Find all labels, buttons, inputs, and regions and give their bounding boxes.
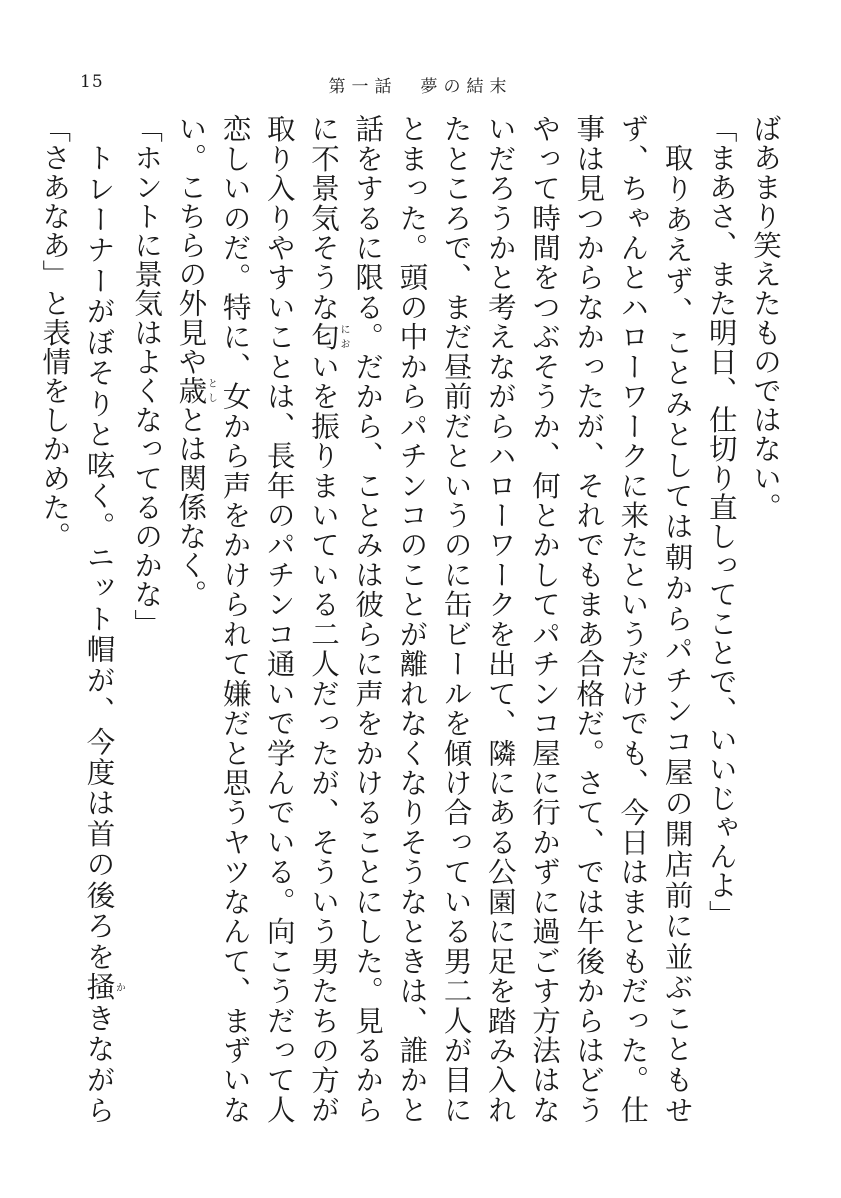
ruby-annotation: 歳とし: [174, 375, 217, 406]
page-number: 15: [80, 72, 104, 92]
ruby-annotation: 匂にお: [306, 322, 349, 352]
paragraph-narration: [32, 114, 124, 1124]
body-text: [38, 114, 787, 1125]
paragraph-continuation: ばあまり笑えたものではない。: [749, 114, 782, 522]
paragraph-narration: [168, 114, 698, 1124]
narration-text: いを振りまいている二人だったが、そういう男たちの方が取り入りやすいことは、長年のパチンコ通いで学んでいる。向こうだって人恋しいのだ。特に、女から声をかけられて嫌だと思うヤツなんて、まずいない。こちらの外見や: [174, 114, 340, 1125]
ruby-annotation: 掻か: [82, 972, 125, 1003]
running-head: 第一話 夢の結末: [328, 77, 513, 97]
narration-text: きながら「さあなあ」と表情をしかめた。: [38, 114, 116, 1125]
narration-text: トレーナーがぼそりと呟く。ニット帽が、今度は首の後ろを: [82, 142, 116, 972]
dialogue-line: 「まあさ、また明日、仕切り直しってことで、いいじゃんよ」: [704, 114, 738, 929]
narration-text: とは関係なく。: [174, 405, 208, 609]
narration-text: 取りあえず、ことみとしては朝からパチンコ屋の開店前に並ぶこともせず、ちゃんとハローワークに来たというだけでも、今日はまともだった。仕事は見つからなかったが、それでもまあ合格だ。さて、では午後からはどうやって時間をつぶそうか、何とかしてパチンコ屋に行かずに過ごす方法はないだろうかと考えながらハローワークを出て、隣にある公園に足を踏み入れたところで、まだ昼前だというのに缶ビールを傾け合っている男二人が目にとまった。頭の中からパチンコのことが離れなくなりそうなときは、誰かと話をするに限る。だから、ことみは彼らに声をかけることにした。見るからに不景気そうな: [306, 114, 694, 1124]
dialogue-line: 「ホントに景気はよくなってるのかな」: [130, 114, 164, 638]
